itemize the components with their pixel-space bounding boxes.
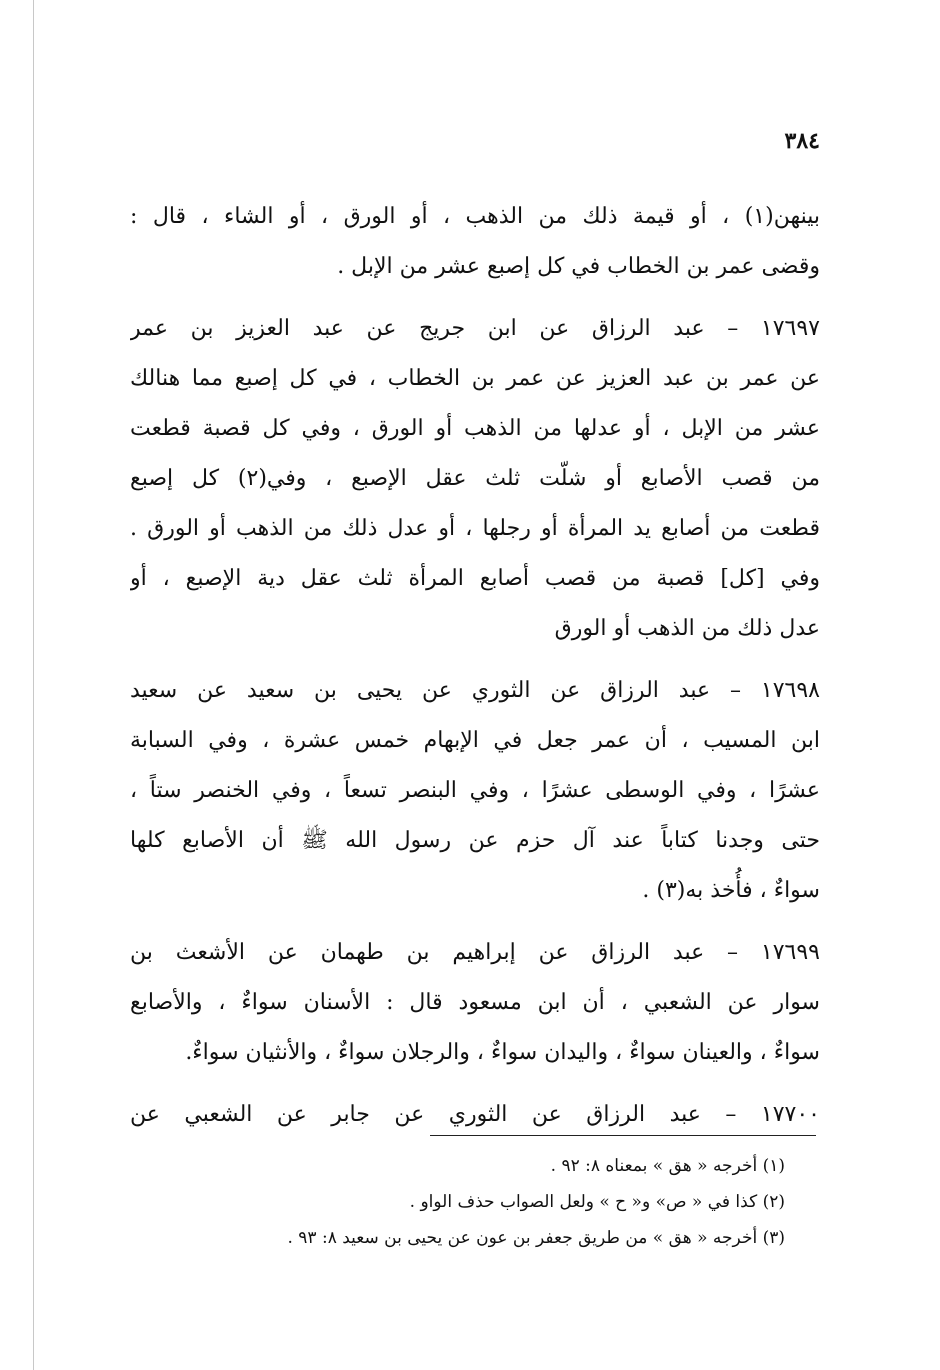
text-line: قطعت من أصابع يد المرأة أو رجلها ، أو عدل ذلك من الذهب أو الورق .: [130, 516, 820, 541]
page-margin-line: [33, 0, 34, 1370]
text-line: من قصب الأصابع أو شلّت ثلث عقل الإصبع ، وفي(٢) كل إصبع: [130, 466, 820, 491]
text-line: ابن المسيب ، أن عمر جعل في الإبهام خمس عشرة ، وفي السبابة: [130, 728, 820, 753]
footnote-3: (٣) أخرجه « هق » من طريق جعفر بن عون عن يحيى بن سعيد ٨: ٩٣ .: [287, 1228, 785, 1248]
footnotes: [200, 1148, 785, 1256]
hadith-paragraph: [130, 928, 820, 1078]
text-line: بينهن(١) ، أو قيمة ذلك من الذهب ، أو الورق ، أو الشاء ، قال :: [130, 204, 820, 229]
text-line: ١٧٦٩٩ – عبد الرزاق عن إبراهيم بن طهمان عن الأشعث بن: [130, 940, 820, 965]
text-line: عدل ذلك من الذهب أو الورق: [554, 616, 820, 641]
paragraph-continuation: [130, 192, 820, 292]
footnote-separator: [430, 1135, 816, 1136]
text-line: حتى وجدنا كتاباً عند آل حزم عن رسول الله ﷺ أن الأصابع كلها: [130, 828, 820, 853]
text-line: عشرًا ، وفي الوسطى عشرًا ، وفي البنصر تسعاً ، وفي الخنصر ستاً ،: [130, 778, 820, 803]
hadith-paragraph: [130, 666, 820, 916]
text-line: وقضى عمر بن الخطاب في كل إصبع عشر من الإبل .: [337, 254, 820, 279]
text-line: عشر من الإبل ، أو عدلها من الذهب أو الورق ، وفي كل قصبة قطعت: [130, 416, 820, 441]
page-number: ٣٨٤: [784, 128, 820, 154]
hadith-paragraph: [130, 1090, 820, 1140]
text-line: وفي [كل] قصبة من قصب أصابع المرأة ثلث عقل دية الإصبع ، أو: [130, 566, 820, 591]
text-line: ١٧٦٩٧ – عبد الرزاق عن ابن جريج عن عبد العزيز بن عمر: [130, 316, 820, 341]
text-line: سوار عن الشعبي ، أن ابن مسعود قال : الأسنان سواءٌ ، والأصابع: [130, 990, 820, 1015]
footnote-2: (٢) كذا في « ص» و« ح » ولعل الصواب حذف الواو .: [409, 1192, 785, 1212]
main-text: [130, 192, 820, 1140]
text-line: ١٧٧٠٠ – عبد الرزاق عن الثوري عن جابر عن الشعبي عن: [130, 1102, 820, 1127]
text-line: سواءٌ ، فأُخذ به(٣) .: [642, 878, 820, 903]
text-line: ١٧٦٩٨ – عبد الرزاق عن الثوري عن يحيى بن سعيد عن سعيد: [130, 678, 820, 703]
text-line: سواءٌ ، والعينان سواءٌ ، واليدان سواءٌ ، والرجلان سواءٌ ، والأنثيان سواءٌ.: [185, 1040, 820, 1065]
footnote-1: (١) أخرجه « هق » بمعناه ٨: ٩٢ .: [550, 1156, 785, 1176]
hadith-paragraph: [130, 304, 820, 654]
text-line: عن عمر بن عبد العزيز عن عمر بن الخطاب ، في كل إصبع مما هنالك: [130, 366, 820, 391]
